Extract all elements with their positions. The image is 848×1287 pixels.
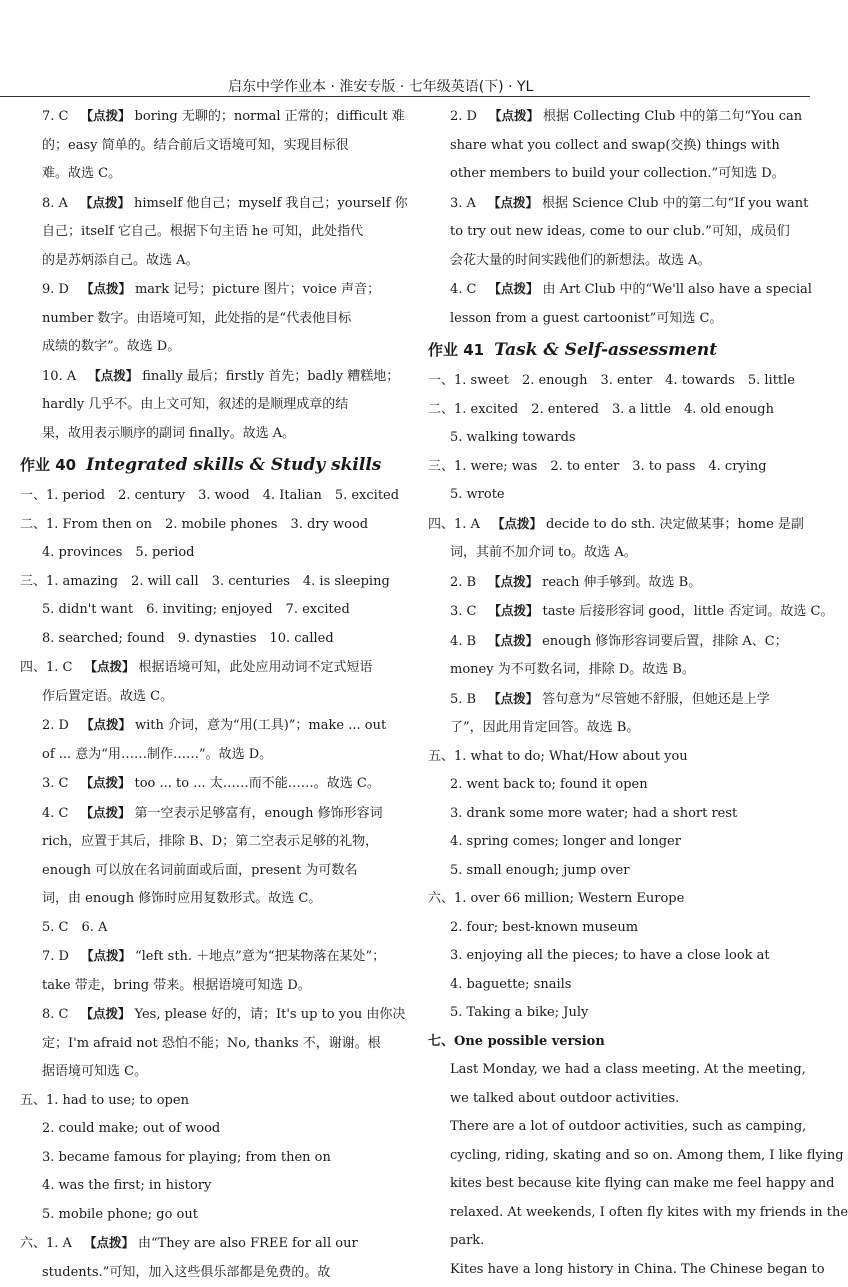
section-title: Task & Self-assessment — [494, 340, 717, 360]
answer-item — [20, 1229, 408, 1259]
answer-text: 根据语境可知，此处应用动词不定式短语 — [139, 660, 373, 675]
text-line: 据语境可知选 C。 — [20, 1058, 408, 1087]
tip-label: 【点拨】 — [80, 775, 130, 790]
answer-text: 由“They are also FREE for all our — [138, 1236, 358, 1251]
tip-label: 【点拨】 — [84, 659, 134, 674]
text-line: 一、1. sweet 2. enough 3. enter 4. towards 5. little — [428, 367, 808, 396]
text-line: 难。故选 C。 — [20, 160, 408, 189]
answer-text: with 介词，意为“用(工具)”；make ... out — [135, 718, 386, 733]
section-heading — [428, 333, 808, 367]
answer-item — [20, 711, 408, 741]
text-line: 定；I'm afraid not 恐怕不能；No, thanks 不，谢谢。根 — [20, 1030, 408, 1059]
text-line: 的是苏炳添自己。故选 A。 — [20, 247, 408, 276]
text-line: 成绩的数字”。故选 D。 — [20, 333, 408, 362]
text-line: 5. mobile phone; go out — [20, 1201, 408, 1230]
text-line: 4. baguette; snails — [428, 971, 808, 1000]
text-line: 5. wrote — [428, 481, 808, 510]
text-line: share what you collect and swap(交换) things with — [428, 132, 808, 161]
answer-item — [428, 510, 808, 540]
text-line: 3. became famous for playing; from then on — [20, 1144, 408, 1173]
tip-label: 【点拨】 — [488, 281, 538, 296]
answer-text: boring 无聊的；normal 正常的；difficult 难 — [135, 109, 405, 124]
text-line: students.”可知，加入这些俱乐部都是免费的。故 — [20, 1259, 408, 1287]
answer-number: 四、1. C — [20, 660, 72, 675]
text-line: 词，由 enough 修饰时应用复数形式。故选 C。 — [20, 885, 408, 914]
page-header: 启东中学作业本 · 淮安专版 · 七年级英语(下) · YL — [228, 76, 533, 96]
answer-number: 5. B — [450, 692, 476, 707]
tip-label: 【点拨】 — [492, 516, 542, 531]
right-column — [428, 102, 808, 1284]
answer-text: enough 修饰形容词要后置，排除 A、C； — [542, 634, 788, 649]
text-line: 5. small enough; jump over — [428, 857, 808, 886]
answer-item — [428, 102, 808, 132]
answer-number: 8. C — [42, 1007, 68, 1022]
tip-label: 【点拨】 — [84, 1235, 134, 1250]
answer-number: 7. D — [42, 949, 69, 964]
tip-label: 【点拨】 — [81, 717, 131, 732]
answer-item — [20, 275, 408, 305]
answer-text: “left sth. ＋地点”意为“把某物落在某处”； — [135, 949, 385, 964]
text-line: 一、1. period 2. century 3. wood 4. Italian 5. excited — [20, 482, 408, 511]
text-line: take 带走，bring 带来。根据语境可知选 D。 — [20, 972, 408, 1001]
answer-number: 4. C — [42, 806, 68, 821]
text-line: other members to build your collection.”可知选 D。 — [428, 160, 808, 189]
text-line: 4. provinces 5. period — [20, 539, 408, 568]
tip-label: 【点拨】 — [81, 281, 131, 296]
answer-item — [20, 653, 408, 683]
tip-label: 【点拨】 — [488, 574, 538, 589]
answer-number: 3. C — [42, 776, 68, 791]
answer-number: 8. A — [42, 196, 68, 211]
answer-number: 2. B — [450, 575, 476, 590]
answer-item — [20, 362, 408, 392]
text-line: rich，应置于其后，排除 B、D；第二空表示足够的礼物， — [20, 828, 408, 857]
answer-number: 2. D — [450, 109, 477, 124]
text-line: 4. was the first; in history — [20, 1172, 408, 1201]
answer-text: 根据 Science Club 中的第二句“If you want — [542, 196, 808, 211]
answer-item — [428, 685, 808, 715]
tip-label: 【点拨】 — [88, 368, 138, 383]
text-line: 会花大量的时间实践他们的新想法。故选 A。 — [428, 247, 808, 276]
answer-item — [428, 275, 808, 305]
text-line: 5. didn't want 6. inviting; enjoyed 7. excited — [20, 596, 408, 625]
answer-number: 2. D — [42, 718, 69, 733]
section-number: 作业 40 — [20, 456, 76, 474]
text-line: we talked about outdoor activities. — [428, 1085, 808, 1114]
section-title: Integrated skills & Study skills — [86, 455, 381, 475]
text-line: Last Monday, we had a class meeting. At the meeting, — [428, 1056, 808, 1085]
text-line: Kites have a long history in China. The Chinese began to — [428, 1256, 808, 1285]
answer-number: 六、1. A — [20, 1236, 72, 1251]
answer-item — [428, 597, 808, 627]
header-rule — [0, 96, 810, 97]
answer-item — [20, 102, 408, 132]
text-line: of ... 意为“用……制作……”。故选 D。 — [20, 741, 408, 770]
answer-text: mark 记号；picture 图片；voice 声音； — [135, 282, 380, 297]
answer-text: 第一空表示足够富有，enough 修饰形容词 — [135, 806, 383, 821]
answer-item — [20, 189, 408, 219]
tip-label: 【点拨】 — [80, 805, 130, 820]
answer-text: finally 最后；firstly 首先；badly 糟糕地； — [142, 369, 399, 384]
answer-number: 3. A — [450, 196, 476, 211]
text-line: number 数字。由语境可知，此处指的是“代表他目标 — [20, 305, 408, 334]
answer-item — [20, 1000, 408, 1030]
text-line: enough 可以放在名词前面或后面，present 为可数名 — [20, 857, 408, 886]
section-number: 作业 41 — [428, 341, 484, 359]
text-line: 六、1. over 66 million; Western Europe — [428, 885, 808, 914]
tip-label: 【点拨】 — [488, 633, 538, 648]
text-line: to try out new ideas, come to our club.”可知，成员们 — [428, 218, 808, 247]
text-line: There are a lot of outdoor activities, such as camping, — [428, 1113, 808, 1142]
answer-item — [428, 568, 808, 598]
tip-label: 【点拨】 — [81, 948, 131, 963]
answer-item — [428, 189, 808, 219]
text-line: 4. spring comes; longer and longer — [428, 828, 808, 857]
answer-text: 根据 Collecting Club 中的第二句“You can — [543, 109, 802, 124]
text-line: relaxed. At weekends, I often fly kites with my friends in the — [428, 1199, 808, 1228]
text-line: 5. C 6. A — [20, 914, 408, 943]
text-line: 三、1. were; was 2. to enter 3. to pass 4. crying — [428, 453, 808, 482]
tip-label: 【点拨】 — [80, 1006, 130, 1021]
answer-text: decide to do sth. 决定做某事；home 是副 — [546, 517, 804, 532]
tip-label: 【点拨】 — [80, 195, 130, 210]
answer-number: 3. C — [450, 604, 476, 619]
text-line: 2. went back to; found it open — [428, 771, 808, 800]
text-line: 二、1. excited 2. entered 3. a little 4. old enough — [428, 396, 808, 425]
text-line: 词，其前不加介词 to。故选 A。 — [428, 539, 808, 568]
text-line: kites best because kite flying can make me feel happy and — [428, 1170, 808, 1199]
tip-label: 【点拨】 — [80, 108, 130, 123]
answer-item — [20, 769, 408, 799]
text-line: 的；easy 简单的。结合前后文语境可知，实现目标很 — [20, 132, 408, 161]
text-line: 5. Taking a bike; July — [428, 999, 808, 1028]
text-line: 3. enjoying all the pieces; to have a close look at — [428, 942, 808, 971]
section-heading — [20, 448, 408, 482]
text-line: 了”，因此用肯定回答。故选 B。 — [428, 714, 808, 743]
answer-text: reach 伸手够到。故选 B。 — [542, 575, 701, 590]
text-line: 2. could make; out of wood — [20, 1115, 408, 1144]
text-line: 自己；itself 它自己。根据下句主语 he 可知，此处指代 — [20, 218, 408, 247]
tip-label: 【点拨】 — [488, 691, 538, 706]
essay-heading: 七、One possible version — [428, 1028, 808, 1057]
answer-number: 4. C — [450, 282, 476, 297]
answer-text: Yes, please 好的，请；It's up to you 由你决 — [135, 1007, 406, 1022]
text-line: 五、1. had to use; to open — [20, 1087, 408, 1116]
text-line: 三、1. amazing 2. will call 3. centuries 4. is sleeping — [20, 568, 408, 597]
answer-item — [428, 627, 808, 657]
text-line: 作后置定语。故选 C。 — [20, 683, 408, 712]
answer-text: 答句意为“尽管她不舒服，但她还是上学 — [542, 692, 770, 707]
text-line: 8. searched; found 9. dynasties 10. called — [20, 625, 408, 654]
answer-text: too ... to ... 太……而不能……。故选 C。 — [135, 776, 380, 791]
answer-item — [20, 942, 408, 972]
left-column — [20, 102, 408, 1287]
answer-text: himself 他自己；myself 我自己；yourself 你 — [134, 196, 408, 211]
tip-label: 【点拨】 — [489, 108, 539, 123]
text-line: 五、1. what to do; What/How about you — [428, 743, 808, 772]
answer-number: 7. C — [42, 109, 68, 124]
text-line: 5. walking towards — [428, 424, 808, 453]
answer-number: 10. A — [42, 369, 76, 384]
text-line: hardly 几乎不。由上文可知，叙述的是顺理成章的结 — [20, 391, 408, 420]
text-line: cycling, riding, skating and so on. Among them, I like flying — [428, 1142, 808, 1171]
answer-number: 四、1. A — [428, 517, 480, 532]
answer-item — [20, 799, 408, 829]
text-line: 果，故用表示顺序的副词 finally。故选 A。 — [20, 420, 408, 449]
answer-number: 9. D — [42, 282, 69, 297]
text-line: money 为不可数名词，排除 D。故选 B。 — [428, 656, 808, 685]
answer-text: taste 后接形容词 good，little 否定词。故选 C。 — [543, 604, 834, 619]
tip-label: 【点拨】 — [488, 195, 538, 210]
text-line: 二、1. From then on 2. mobile phones 3. dry wood — [20, 511, 408, 540]
text-line: lesson from a guest cartoonist”可知选 C。 — [428, 305, 808, 334]
tip-label: 【点拨】 — [488, 603, 538, 618]
answer-number: 4. B — [450, 634, 476, 649]
answer-text: 由 Art Club 中的“We'll also have a special — [543, 282, 812, 297]
text-line: 3. drank some more water; had a short rest — [428, 800, 808, 829]
text-line: 2. four; best-known museum — [428, 914, 808, 943]
text-line: park. — [428, 1227, 808, 1256]
